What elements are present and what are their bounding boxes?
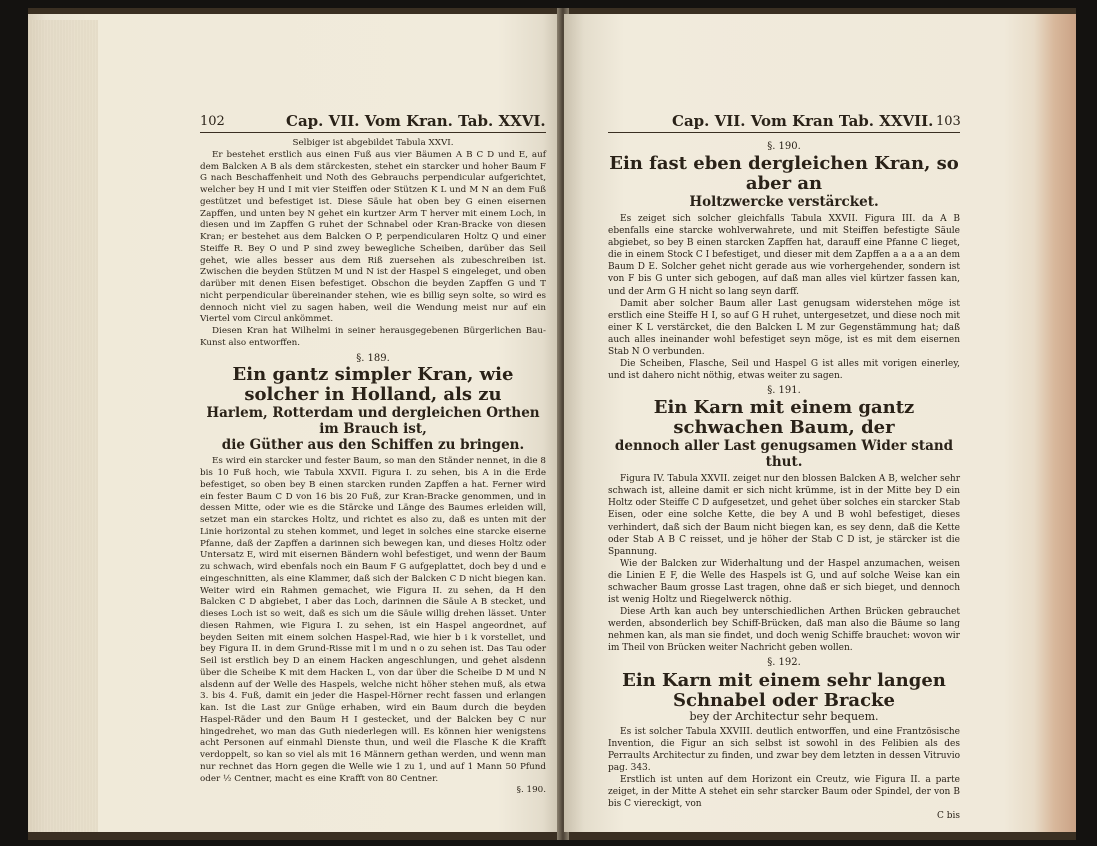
- paragraph: Es wird ein starcker und fester Baum, so man den Ständer nennet, in die 8 bis 10 Fuß hoch, wie Tabula XXVII. Figura I. zu sehen, bis A in die Erde befestiget, so oben bey B einen starcken runden Zapffen a hat. Ferner wird ein fester Baum C D von 16 bis 20 Fuß, zur Kran-Bracke genommen, und in dessen Mitte, oder wie es die Stärcke und Länge des Baumes erleiden will, setzet man ein starckes Holtz, und richtet es also zu, daß es unten mit der Linie horizontal zu stehen kommet, und leget in solches eine starcke eiserne Pfanne, daß der Zapffen a darinnen sich bewegen kan, und dieses Holtz oder Untersatz E, wird mit eisernen Bändern wohl befestiget, und wenn der Baum zu schwach, wird ebenfals noch ein Baum F G aufgeplattet, doch bey d und e eingeschnitten, als eine Klammer, daß sich der Balcken C D nicht biegen kan. Weiter wird ein Rahmen gemachet, wie Figura II. zu sehen, da H den Balcken C D abgiebet, I aber das Loch, darinnen die Säule A B stecket, und dieses Loch ist so weit, daß es sich um die Säule willig drehen lässet. Unter diesen Rahmen, wie Figura I. zu sehen, ist ein Haspel angeordnet, auf beyden Seiten mit einem solchen Haspel-Rad, wie hier b i k vorstellet, und bey Figura II. in dem Grund-Risse mit l m und n o zu sehen ist. Das Tau oder Seil ist erstlich bey D an einem Hacken angeschlungen, und gehet alsdenn über die Scheibe K mit dem Hacken L, von dar über die Scheibe D M und N alsdenn auf der Welle des Haspels, welche nicht höher stehen muß, als etwa 3. bis 4. Fuß, damit ein jeder die Haspel-Hörner recht fassen und erlangen kan. Ist die Last zur Gnüge erhaben, wird ein Baum durch die beyden Haspel-Räder und den Baum H I gestecket, und der Balcken bey C nur hingedrehet, wo man das Guth niederlegen will. Es können hier wenigstens acht Personen auf einmahl Dienste thun, und weil die Flasche K die Krafft verdoppelt, so kan so viel als mit 16 Männern gethan werden, und wenn man nur rechnet das Horn gegen die Welle wie 1 zu 1, und auf 1 Mann 50 Pfund oder ½ Centner, macht es eine Krafft von 80 Centner.: [200, 456, 546, 784]
- catchword: §. 190.: [516, 785, 546, 796]
- running-head: Cap. VII. Vom Kran Tab. XXVII.: [672, 112, 934, 130]
- section-number: §. 190.: [767, 141, 801, 152]
- section-number: §. 189.: [356, 352, 390, 364]
- page-number: 103: [936, 114, 961, 129]
- running-head: Cap. VII. Vom Kran. Tab. XXVI.: [286, 112, 546, 130]
- right-page: [564, 14, 1076, 832]
- section-heading-line: bey der Architectur sehr bequem.: [689, 709, 879, 723]
- left-page: [28, 14, 562, 832]
- paragraph: Wie der Balcken zur Widerhaltung und der Haspel anzumachen, weisen die Linien E F, die Welle des Haspels ist G, und auf solche Weise kan ein schwacher Baum grosse Last tragen, ohne daß er sich bieget, und dennoch ist wenig Holtz und Riegelwerck nöthig.: [608, 558, 960, 606]
- section-heading: Ein Karn mit einem sehr langen Schnabel oder Bracke: [622, 669, 946, 711]
- section-heading-line: Holtzwercke verstärcket.: [689, 194, 879, 211]
- paragraph: Diesen Kran hat Wilhelmi in seiner herausgegebenen Bürgerlichen Bau-Kunst also entworffen.: [200, 326, 546, 348]
- figure-caption: Selbiger ist abgebildet Tabula XXVI.: [292, 138, 454, 148]
- section-heading: Ein fast eben dergleichen Kran, so aber an: [609, 153, 959, 195]
- header-rule: [608, 132, 960, 133]
- section-heading: Ein Karn mit einem gantz schwachen Baum, der: [653, 397, 915, 439]
- paragraph: Er bestehet erstlich aus einen Fuß aus vier Bäumen A B C D und E, auf dem Balcken A B als dem stärckesten, stehet ein starcker und hoher Baum F G nach Beschaffenheit und Noth des Gebrauchs perpendicular aufgerichtet, welcher bey H und I mit vier Steiffen oder Stützen K L und M N an dem Fuß gestützet und befestiget ist. Diese Säule hat oben bey G einen eisernen Zapffen, und unten bey N gehet ein kurtzer Arm T herver mit einem Loch, in diesen und im Zapffen G ruhet der Schnabel oder Kran-Bracke von diesen Kran; er bestehet aus dem Balcken O P, perpendicularen Holtz Q und einer Steiffe R. Bey O und P sind zwey bewegliche Scheiben, darüber das Seil gehet, wie alles besser aus dem Riß zuersehen als zubeschreiben ist. Zwischen die beyden Stützen M und N ist der Haspel S eingeleget, und oben darüber mit denen Eisen befestiget. Obschon die beyden Zapffen G und T nicht perpendicular übereinander stehen, wie es billig seyn solte, so wird es dennoch nicht viel zu sagen haben, weil die Wendung meist nur auf ein Viertel vom Circul ankömmet.: [200, 149, 546, 325]
- paragraph: Figura IV. Tabula XXVII. zeiget nur den blossen Balcken A B, welcher sehr schwach ist, alleine damit er sich nicht krümme, ist in der Mitte bey D ein Holtz oder Steiffe C D aufgesetzet, und gehet über solches ein starcker Stab Eisen, oder eine solche Kette, die bey A und B wohl befestiget, dieses verhindert, daß sich der Baum nicht biegen kan, es sey denn, daß die Kette oder Stab A B C reisset, und je höher der Stab C D ist, je stärcker ist die Spannung.: [608, 474, 960, 557]
- left-text-block: [200, 138, 546, 797]
- paragraph: Es ist solcher Tabula XXVIII. deutlich entworffen, und eine Frantzösische Invention, die Figur an sich selbst ist sowohl in des Felibien als des Perraults Architectur zu finden, und zwar bey dem letzten in dessen Vitruvio pag. 343.: [608, 726, 960, 773]
- section-number: §. 191.: [767, 385, 801, 397]
- section-number: §. 192.: [767, 657, 801, 669]
- page-number: 102: [200, 114, 225, 129]
- catchword: C bis: [936, 811, 960, 822]
- section-heading-line: dennoch aller Last genugsamen Wider stand thut.: [614, 438, 954, 471]
- paragraph: Diese Arth kan auch bey unterschiedlichen Arthen Brücken gebrauchet werden, absonderlich bey Schiff-Brücken, daß man also die Bäume so lang nehmen kan, als man sie findet, und doch wenig Schiffe brauchet: wovon wir im Theil von Brücken weiter Nachricht geben wollen.: [608, 607, 960, 654]
- section-heading-line: die Güther aus den Schiffen zu bringen.: [221, 437, 525, 454]
- section-heading-line: Harlem, Rotterdam und dergleichen Orthen im Brauch ist,: [206, 405, 540, 438]
- header-rule: [200, 132, 546, 133]
- paragraph: Damit aber solcher Baum aller Last genugsam widerstehen möge ist erstlich eine Steiffe H I, so auf G H ruhet, untergesetzet, und diese noch mit einer K L verstärcket, die den Balcken L M zur Gegenstämmung hat; daß auch alles ineinander wohl befestiget seyn möge, ist es mit dem eisernen Stab N O verbunden.: [608, 298, 960, 357]
- page-edges: [28, 20, 98, 832]
- paragraph: Erstlich ist unten auf dem Horizont ein Creutz, wie Figura II. a parte zeiget, in der Mitte A stehet ein sehr starcker Baum oder Spindel, der von B bis C viereckigt, von: [608, 774, 960, 810]
- open-book: [28, 8, 1076, 840]
- right-text-block: [608, 138, 960, 822]
- paragraph: Es zeiget sich solcher gleichfalls Tabula XXVII. Figura III. da A B ebenfalls eine starcke wohlverwahrete, und mit Steiffen befestigte Säule abgiebet, so bey B einen starcken Zapffen hat, darauff eine Pfanne C lieget, die in einem Stock C I befestiget, und dieser mit dem Zapffen a a a a an dem Baum D E. Solcher gehet nicht gerade aus wie vorhergehender, sondern ist von F bis G unter sich gebogen, auf daß man alles viel kürtzer fassen kan, und der Arm G H nicht so lang seyn darff.: [608, 214, 960, 297]
- paragraph: Die Scheiben, Flasche, Seil und Haspel G ist alles mit vorigen einerley, und ist dahero nicht nöthig, etwas weiter zu sagen.: [608, 359, 960, 382]
- section-heading: Ein gantz simpler Kran, wie solcher in Holland, als zu: [232, 364, 514, 406]
